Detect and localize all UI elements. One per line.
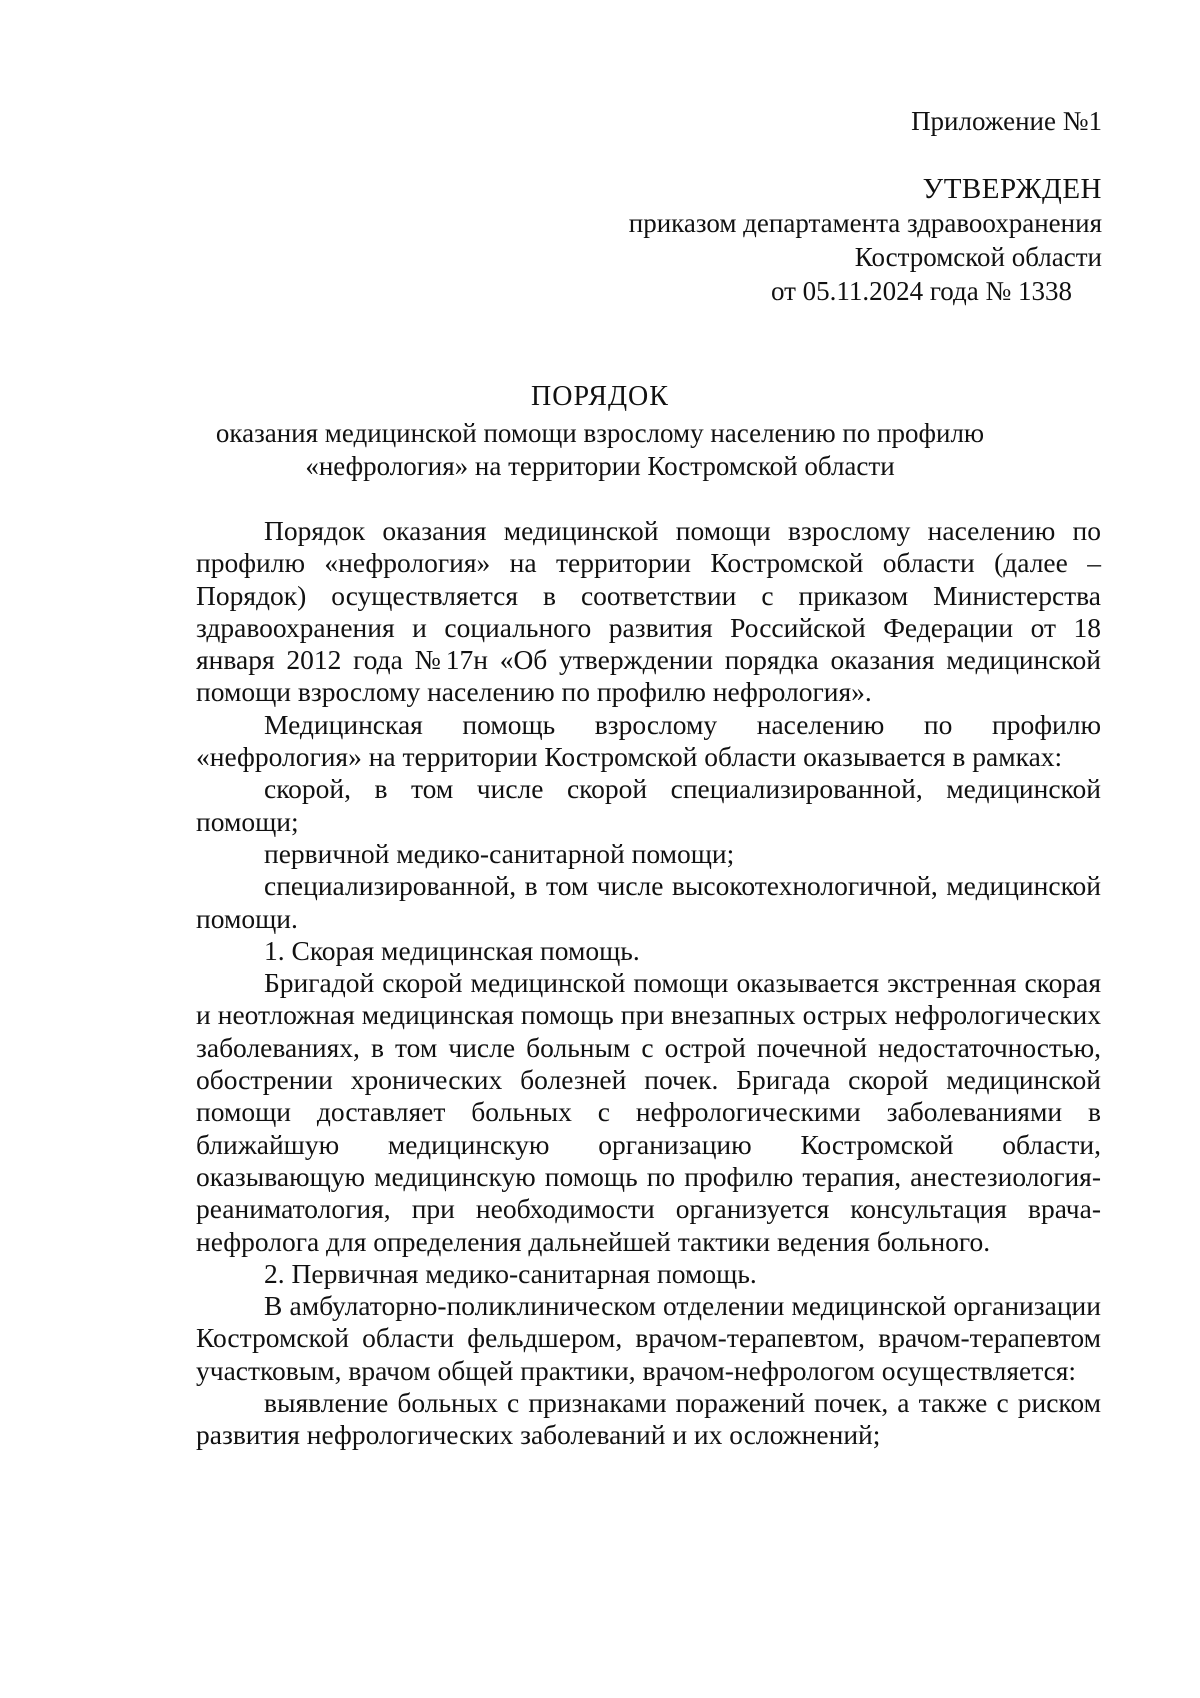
approved-by-line-2: Костромской области (854, 242, 1102, 272)
approved-label: УТВЕРЖДЕН (922, 173, 1102, 205)
document-subtitle-line-1: оказания медицинской помощи взрослому населению по профилю (215, 418, 985, 448)
section-heading-1: 1. Скорая медицинская помощь. (264, 934, 640, 966)
appendix-label: Приложение №1 (911, 106, 1102, 136)
approved-date: от 05.11.2024 года № 1338 (770, 276, 1072, 306)
list-item-primary: первичной медико-санитарной помощи; (264, 837, 735, 869)
section-heading-2: 2. Первичная медико-санитарная помощь. (264, 1257, 757, 1289)
document-heading: ПОРЯДОК (531, 381, 669, 412)
list-item-specialized: специализированной, в том числе высокотехнологичной, медицинской помощи. (196, 870, 1101, 934)
paragraph-scope: Медицинская помощь взрослому населению по профилю «нефрология» на территории Костромской области оказывается в рамках: (196, 708, 1101, 773)
document-title-block (0, 380, 1200, 483)
paragraph-emergency-care: Бригадой скорой медицинской помощи оказывается экстренная скорая и неотложная медицинская помощь при внезапных острых нефрологических заболеваниях, в том числе больным с острой почечной недостаточностью, обострении хронических болезней почек. Бригада скорой медицинской помощи доставляет больных с нефрологическими заболеваниями в ближайшую медицинскую организацию Костромской области, оказывающую медицинскую помощь по профилю терапия, анестезиология-реаниматология, при необходимости организуется консультация врача-нефролога для определения дальнейшей тактики ведения больного. (196, 967, 1101, 1257)
paragraph-intro: Порядок оказания медицинской помощи взрослому населению по профилю «нефрология» на территории Костромской области (далее – Порядок) осуществляется в соответствии с приказом Министерства здравоохранения и социального развития Российской Федерации от 18 января 2012 года №17н «Об утверждении порядка оказания медицинской помощи взрослому населению по профилю нефрология». (196, 515, 1101, 708)
list-item-emergency: скорой, в том числе скорой специализированной, медицинской помощи; (196, 773, 1101, 837)
document-body (196, 515, 1101, 1452)
document-subtitle-line-2: «нефрология» на территории Костромской области (305, 451, 895, 481)
approved-by-line-1: приказом департамента здравоохранения (628, 208, 1102, 238)
paragraph-detection: выявление больных с признаками поражений почек, а также с риском развития нефрологических заболеваний и их осложнений; (196, 1387, 1101, 1451)
approval-block (629, 172, 1102, 308)
paragraph-primary-care: В амбулаторно-поликлиническом отделении медицинской организации Костромской области фельдшером, врачом-терапевтом, врачом-терапевтом участковым, врачом общей практики, врачом-нефрологом осуществляется: (196, 1290, 1101, 1386)
